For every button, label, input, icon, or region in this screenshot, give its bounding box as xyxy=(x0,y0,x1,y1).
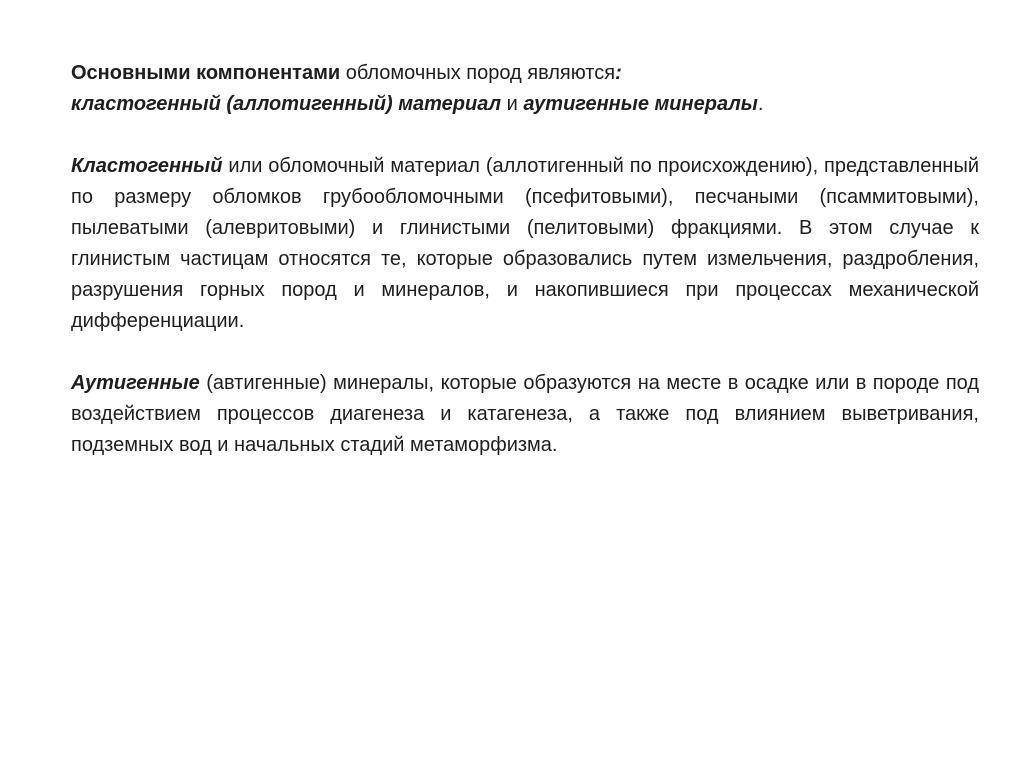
intro-bold-phrase: Основными компонентами xyxy=(71,62,341,84)
clastogenic-term: Кластогенный xyxy=(71,155,223,177)
intro-line-1 xyxy=(71,58,979,89)
authigenic-paragraph xyxy=(71,368,979,461)
intro-paragraph xyxy=(71,58,979,120)
slide-content xyxy=(71,58,979,492)
clastogenic-paragraph xyxy=(71,151,979,337)
intro-line-2 xyxy=(71,89,979,120)
term-clastogenic-material: кластогенный (аллотигенный) материал xyxy=(71,93,502,115)
authigenic-term: Аутигенные xyxy=(71,372,200,394)
term-authigenic-minerals: аутигенные минералы xyxy=(523,93,758,115)
intro-colon: : xyxy=(615,62,622,84)
intro-rest-text: обломочных пород являются xyxy=(340,62,616,84)
authigenic-text: (автигенные) минералы, которые образуются на месте в осадке или в породе под воздействием процессов диагенеза и катагенеза, а также под влиянием выветривания, подземных вод и начальных стадий метаморфизма. xyxy=(71,372,979,456)
clastogenic-text: или обломочный материал (аллотигенный по происхождению), представленный по размеру обломков грубообломочными (псефитовыми), песчаными (псаммитовыми), пылеватыми (алевритовыми) и глинистыми (пелитовыми) фракциями. В этом случае к глинистым частицам относятся те, которые образовались путем измельчения, раздробления, разрушения горных пород и минералов, и накопившиеся при процессах механической дифференциации. xyxy=(71,155,979,332)
intro-period: . xyxy=(757,93,764,115)
intro-and: и xyxy=(501,93,524,115)
